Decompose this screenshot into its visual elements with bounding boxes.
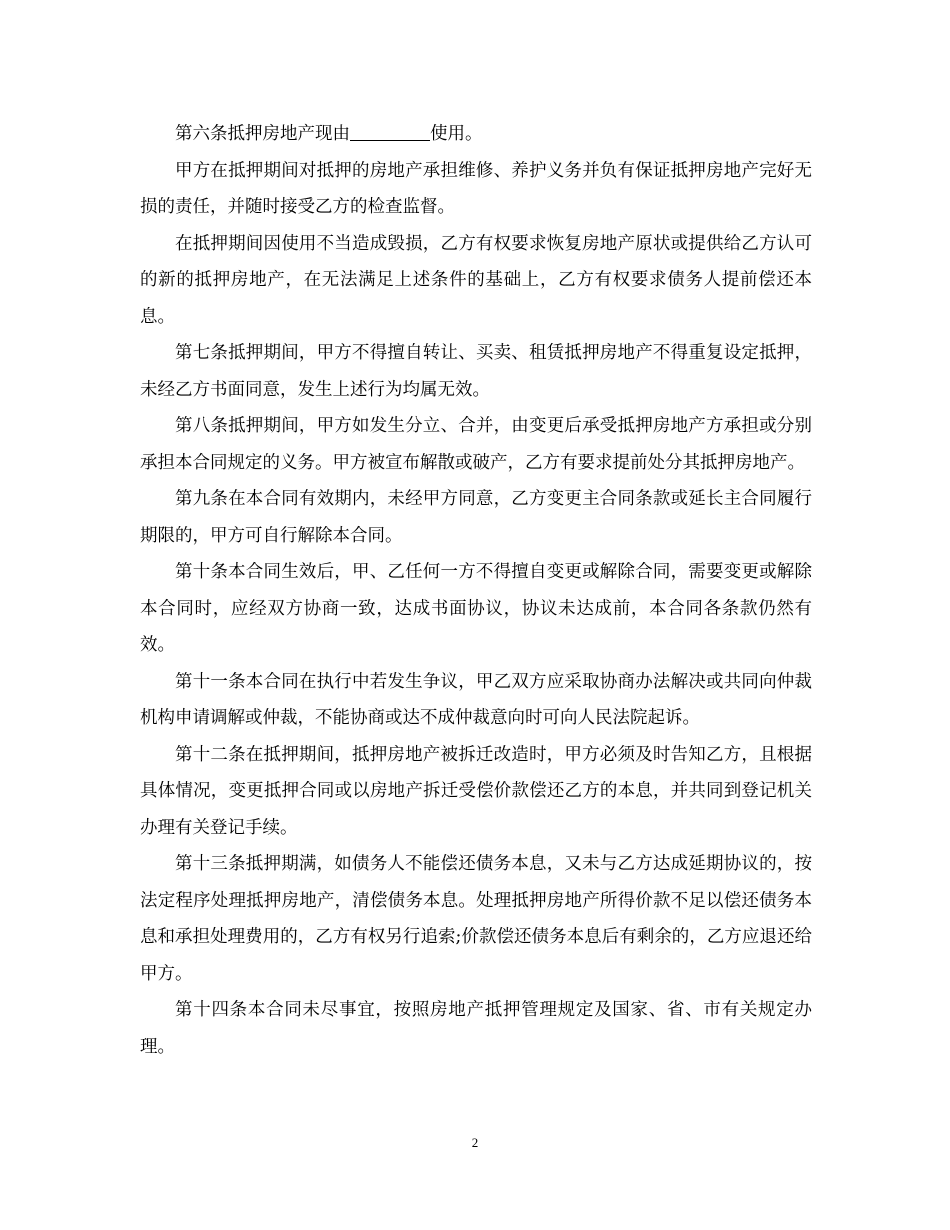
article-13: 第十三条抵押期满，如债务人不能偿还债务本息，又未与乙方达成延期协议的，按法定程序处理抵押房地产，清偿债务本息。处理抵押房地产所得价款不足以偿还债务本息和承担处理费用的，乙方有权另行追索;价款偿还债务本息后有剩余的，乙方应退还给甲方。	[140, 854, 812, 984]
article-11: 第十一条本合同在执行中若发生争议，甲乙双方应采取协商办法解决或共同向仲裁机构申请调解或仲裁，不能协商或达不成仲裁意向时可向人民法院起诉。	[140, 671, 812, 728]
article-8: 第八条抵押期间，甲方如发生分立、合并，由变更后承受抵押房地产方承担或分别承担本合同规定的义务。甲方被宣布解散或破产，乙方有要求提前处分其抵押房地产。	[140, 416, 812, 473]
paragraph-damage-remedy: 在抵押期间因使用不当造成毁损，乙方有权要求恢复房地产原状或提供给乙方认可的新的抵押房地产，在无法满足上述条件的基础上，乙方有权要求债务人提前偿还本息。	[140, 233, 812, 327]
article-6	[140, 116, 812, 153]
article-7: 第七条抵押期间，甲方不得擅自转让、买卖、租赁抵押房地产不得重复设定抵押，未经乙方书面同意，发生上述行为均属无效。	[140, 343, 812, 400]
fill-in-blank	[350, 121, 430, 140]
paragraph-maintenance-duty: 甲方在抵押期间对抵押的房地产承担维修、养护义务并负有保证抵押房地产完好无损的责任，并随时接受乙方的检查监督。	[140, 160, 812, 217]
article-9: 第九条在本合同有效期内，未经甲方同意，乙方变更主合同条款或延长主合同履行期限的，甲方可自行解除本合同。	[140, 489, 812, 546]
article-14: 第十四条本合同未尽事宜，按照房地产抵押管理规定及国家、省、市有关规定办理。	[140, 1000, 812, 1057]
article-12: 第十二条在抵押期间，抵押房地产被拆迁改造时，甲方必须及时告知乙方，且根据具体情况，变更抵押合同或以房地产拆迁受偿价款偿还乙方的本息，并共同到登记机关办理有关登记手续。	[140, 744, 812, 838]
article-6-suffix: 使用。	[430, 124, 483, 144]
article-6-prefix: 第六条抵押房地产现由	[175, 124, 350, 144]
page-number: 2	[471, 1135, 479, 1150]
document-body	[140, 116, 812, 1065]
article-10: 第十条本合同生效后，甲、乙任何一方不得擅自变更或解除合同，需要变更或解除本合同时，应经双方协商一致，达成书面协议，协议未达成前，本合同各条款仍然有效。	[140, 562, 812, 655]
